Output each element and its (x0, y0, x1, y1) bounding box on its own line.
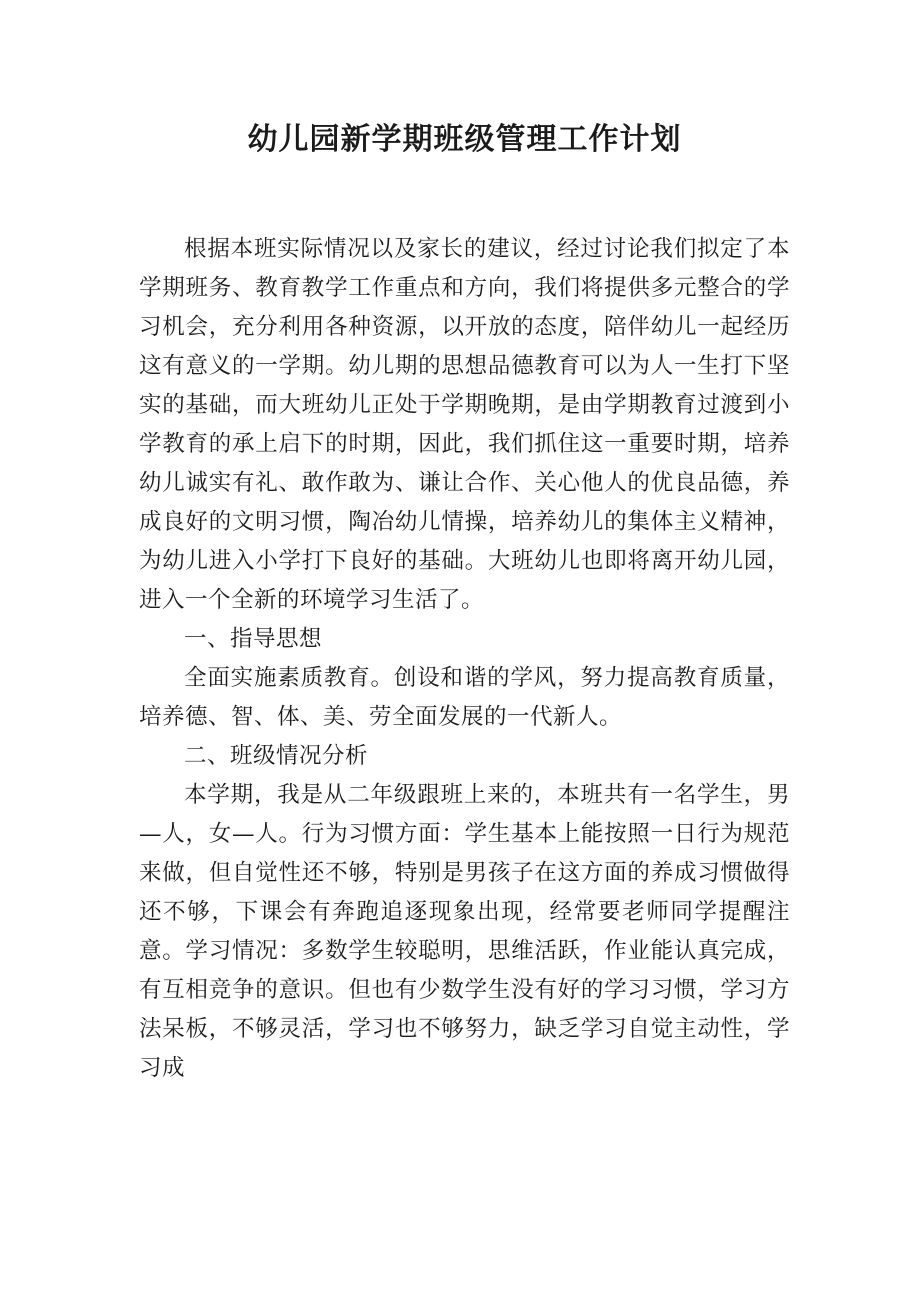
document-title: 幼儿园新学期班级管理工作计划 (247, 122, 682, 157)
section-1-paragraph: 全面实施素质教育。创设和谐的学风，努力提高教育质量，培养德、智、体、美、劳全面发展的一代新人。 (139, 665, 790, 730)
section-2-heading: 二、班级情况分析 (184, 743, 369, 769)
section-1-heading: 一、指导思想 (184, 626, 323, 652)
section-2-paragraph: 本学期，我是从二年级跟班上来的，本班共有一名学生，男—人，女—人。行为习惯方面：学生基本上能按照一日行为规范来做，但自觉性还不够，特别是男孩子在这方面的养成习惯做得还不够，下课会有奔跑追逐现象出现，经常要老师同学提醒注意。学习情况：多数学生较聪明，思维活跃，作业能认真完成，有互相竞争的意识。但也有少数学生没有好的学习习惯，学习方法呆板，不够灵活，学习也不够努力，缺乏学习自觉主动性，学习成 (139, 782, 790, 1081)
intro-paragraph: 根据本班实际情况以及家长的建议，经过讨论我们拟定了本学期班务、教育教学工作重点和方向，我们将提供多元整合的学习机会，充分利用各种资源，以开放的态度，陪伴幼儿一起经历这有意义的一学期。幼儿期的思想品德教育可以为人一生打下坚实的基础，而大班幼儿正处于学期晚期，是由学期教育过渡到小学教育的承上启下的时期，因此，我们抓住这一重要时期，培养幼儿诚实有礼、敢作敢为、谦让合作、关心他人的优良品德，养成良好的文明习惯，陶冶幼儿情操，培养幼儿的集体主义精神，为幼儿进入小学打下良好的基础。大班幼儿也即将离开幼儿园，进入一个全新的环境学习生活了。 (139, 236, 790, 613)
